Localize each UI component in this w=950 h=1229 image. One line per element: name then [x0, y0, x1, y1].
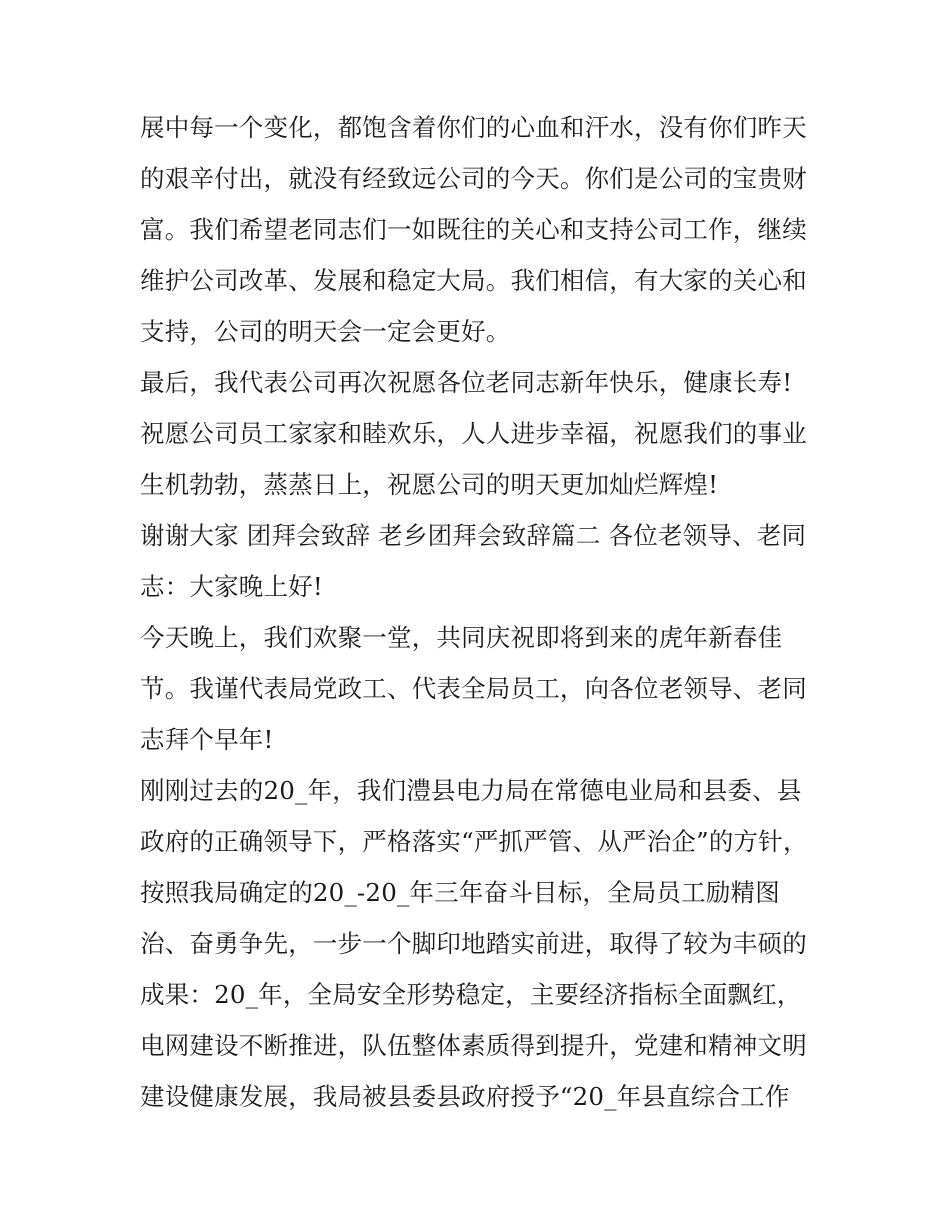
- text-line: 今天晚上，我们欢聚一堂，共同庆祝即将到来的虎年新春佳: [140, 623, 783, 652]
- text-line: 祝愿公司员工家家和睦欢乐，人人进步幸福，祝愿我们的事业: [140, 419, 807, 448]
- text-line: 建设健康发展，我局被县委县政府授予“20_年县直综合工作: [140, 1082, 790, 1111]
- text-line: 生机勃勃，蒸蒸日上，祝愿公司的明天更加灿烂辉煌!: [140, 470, 719, 499]
- text-line: 成果：20_年，全局安全形势稳定，主要经济指标全面飘红，: [140, 980, 802, 1009]
- text-line: 志拜个早年!: [140, 725, 274, 754]
- text-line: 展中每一个变化，都饱含着你们的心血和汗水，没有你们昨天: [140, 113, 807, 142]
- text-line: 电网建设不断推进，队伍整体素质得到提升，党建和精神文明: [140, 1031, 807, 1060]
- text-line: 最后，我代表公司再次祝愿各位老同志新年快乐，健康长寿!: [140, 368, 793, 397]
- text-line: 谢谢大家 团拜会致辞 老乡团拜会致辞篇二 各位老领导、老同: [140, 521, 807, 550]
- body-text: [140, 102, 820, 1122]
- text-line: 节。我谨代表局党政工、代表全局员工，向各位老领导、老同: [140, 674, 807, 703]
- text-line: 治、奋勇争先，一步一个脚印地踏实前进，取得了较为丰硕的: [140, 929, 807, 958]
- text-line: 的艰辛付出，就没有经致远公司的今天。你们是公司的宝贵财: [140, 164, 807, 193]
- text-line: 按照我局确定的20_-20_年三年奋斗目标，全局员工励精图: [140, 878, 780, 907]
- text-line: 志：大家晚上好!: [140, 572, 323, 601]
- text-line: 政府的正确领导下，严格落实“严抓严管、从严治企”的方针，: [140, 827, 808, 856]
- text-line: 刚刚过去的20_年，我们澧县电力局在常德电业局和县委、县: [140, 776, 802, 805]
- text-line: 维护公司改革、发展和稳定大局。我们相信，有大家的关心和: [140, 266, 807, 295]
- text-line: 富。我们希望老同志们一如既往的关心和支持公司工作，继续: [140, 215, 807, 244]
- text-line: 支持，公司的明天会一定会更好。: [140, 317, 511, 346]
